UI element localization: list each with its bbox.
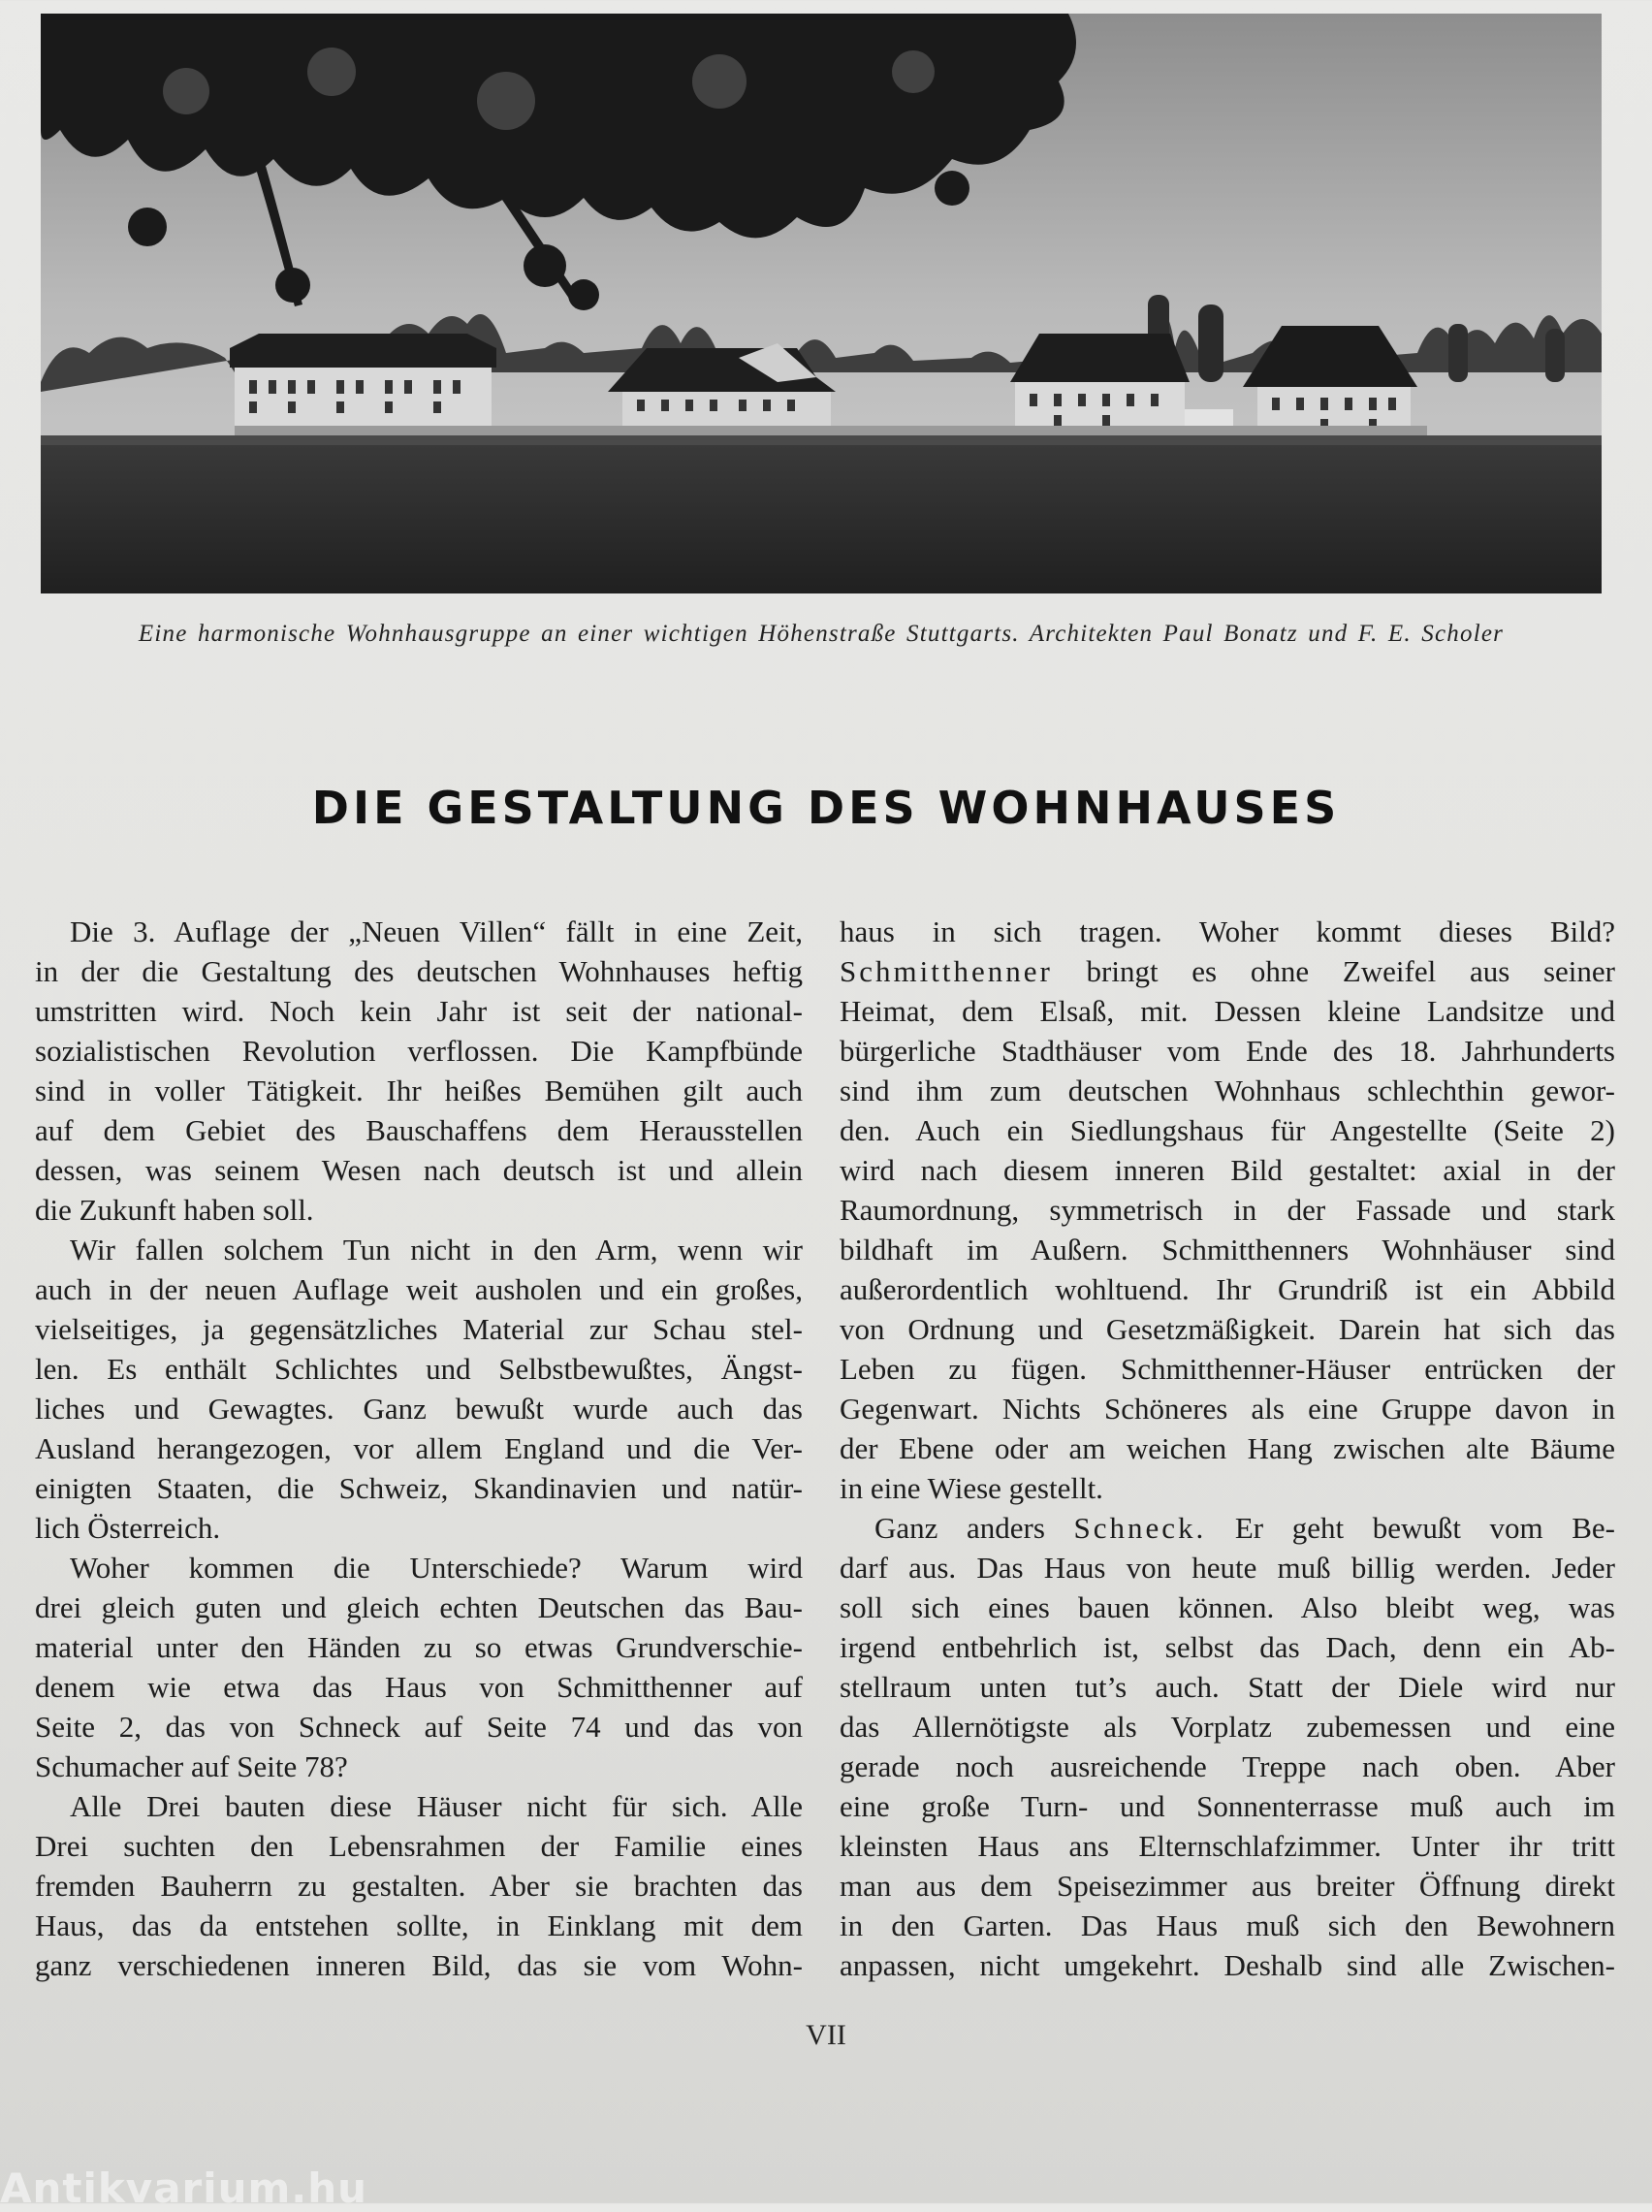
garden-wall [235,426,1427,435]
text-line: Die 3. Auflage der „Neuen Villen“ fällt in eine Zeit, [70,914,803,948]
text-line: umstritten wird. Noch kein Jahr ist seit der national- [35,994,803,1028]
text-line: dessen, was seinem Wesen nach deutsch ist und allein [35,1153,803,1187]
text-line: auf dem Gebiet des Bauschaffens dem Herausstellen [35,1113,803,1147]
text-line: irgend entbehrlich ist, selbst das Dach, denn ein Ab- [840,1630,1615,1664]
poplar [1545,329,1565,382]
text-line: Woher kommen die Unterschiede? Warum wird [70,1551,803,1585]
text-line: fremden Bauherrn zu gestalten. Aber sie brachten das [35,1869,803,1903]
text-line: soll sich eines bauen können. Also bleibt weg, was [840,1590,1615,1624]
text-line: Heimat, dem Elsaß, mit. Dessen kleine Landsitze und [840,994,1615,1028]
text-line: anpassen, nicht umgekehrt. Deshalb sind alle Zwischen- [840,1948,1615,1982]
text-line: vielseitiges, ja gegensätzliches Material zur Schau stel- [35,1312,803,1346]
text-line: denem wie etwa das Haus von Schmitthenner auf [35,1670,803,1704]
text-line: Wir fallen solchem Tun nicht in den Arm, wenn wir [70,1233,803,1266]
landscape-illustration [41,14,1602,593]
text-line: Raumordnung, symmetrisch in der Fassade und stark [840,1193,1615,1227]
poplar [1448,324,1468,382]
text-line: auch in der neuen Auflage weit ausholen und ein großes, [35,1272,803,1306]
text-line: material unter den Händen zu so etwas Grundverschie- [35,1630,803,1664]
text-line: die Zukunft haben soll. [35,1193,314,1227]
text-line: der Ebene oder am weichen Hang zwischen alte Bäume [840,1431,1615,1465]
text-line: stellraum unten tut’s auch. Statt der Diele wird nur [840,1670,1615,1704]
text-line: Haus, das da entstehen sollte, in Einklang mit dem [35,1908,803,1942]
paragraph-5 [840,912,1615,1508]
text-line: len. Es enthält Schlichtes und Selbstbewußtes, Ängst- [35,1352,803,1386]
photo-caption: Eine harmonische Wohnhausgruppe an einer wichtigen Höhenstraße Stuttgarts. Architekten Paul Bonatz und F. E. Scholer [138,621,1505,647]
text-line: in den Garten. Das Haus muß sich den Bewohnern [840,1908,1615,1942]
paragraph-3 [35,1548,803,1786]
watermark: Antikvarium.hu [0,2164,368,2212]
text-line: Schumacher auf Seite 78? [35,1749,348,1783]
left-column [35,912,803,1985]
article-title: DIE GESTALTUNG DES WOHNHAUSES [311,782,1341,834]
text-line: kleinsten Haus ans Elternschlafzimmer. Unter ihr tritt [840,1829,1615,1863]
name-schneck: Schneck. [1073,1511,1207,1545]
text-line: in der die Gestaltung des deutschen Wohnhauses heftig [35,954,803,988]
name-schmitthenner: Schmitthenner [840,954,1053,988]
text-line: sozialistischen Revolution verflossen. Die Kampfbünde [35,1034,803,1068]
house-center [608,343,836,429]
text-line: Alle Drei bauten diese Häuser nicht für sich. Alle [70,1789,803,1823]
page-number: VII [806,2019,846,2051]
house-left [230,334,496,426]
text-line: wird nach diesem inneren Bild gestaltet: axial in der [840,1153,1615,1187]
paragraph-1 [35,912,803,1230]
housing-group-photo [41,14,1602,593]
meadow [41,440,1602,593]
text-line: in eine Wiese gestellt. [840,1471,1103,1505]
text-line: ganz verschiedenen inneren Bild, das sie vom Wohn- [35,1948,803,1982]
text-line: Seite 2, das von Schneck auf Seite 74 und das von [35,1710,803,1744]
text-line [840,951,1615,991]
text-line: den. Auch ein Siedlungshaus für Angestellte (Seite 2) [840,1113,1615,1147]
text-line [840,1508,1615,1548]
text-fragment: Er geht bewußt vom Be- [1234,1511,1616,1545]
text-line: bürgerliche Stadthäuser vom Ende des 18. Jahrhunderts [840,1034,1615,1068]
text-line: haus in sich tragen. Woher kommt dieses Bild? [840,914,1615,948]
text-line: lich Österreich. [35,1511,221,1545]
paragraph-4 [35,1786,803,1985]
paragraph-6 [840,1508,1615,1985]
text-line: sind ihm zum deutschen Wohnhaus schlechthin gewor- [840,1074,1615,1107]
text-line: darf aus. Das Haus von heute muß billig werden. Jeder [840,1551,1615,1585]
right-column [840,912,1615,1985]
text-line: das Allernötigste als Vorplatz zubemessen und eine [840,1710,1615,1744]
text-line: bildhaft im Außern. Schmitthenners Wohnhäuser sind [840,1233,1615,1266]
text-line: sind in voller Tätigkeit. Ihr heißes Bemühen gilt auch [35,1074,803,1107]
text-line: Leben zu fügen. Schmitthenner-Häuser entrücken der [840,1352,1615,1386]
text-line: gerade noch ausreichende Treppe nach oben. Aber [840,1749,1615,1783]
text-fragment: bringt es ohne Zweifel aus seiner [1086,954,1616,988]
text-line: Ausland herangezogen, vor allem England und die Ver- [35,1431,803,1465]
text-line: man aus dem Speisezimmer aus breiter Öffnung direkt [840,1869,1615,1903]
text-line: drei gleich guten und gleich echten Deutschen das Bau- [35,1590,803,1624]
text-line: einigten Staaten, die Schweiz, Skandinavien und natür- [35,1471,803,1505]
text-line: liches und Gewagtes. Ganz bewußt wurde auch das [35,1392,803,1426]
paragraph-2 [35,1230,803,1548]
text-line: außerordentlich wohltuend. Ihr Grundriß ist ein Abbild [840,1272,1615,1306]
text-line: von Ordnung und Gesetzmäßigkeit. Darein hat sich das [840,1312,1615,1346]
text-line: Gegenwart. Nichts Schöneres als eine Gruppe davon in [840,1392,1615,1426]
text-fragment: Ganz anders [874,1511,1045,1545]
text-line: eine große Turn- und Sonnenterrasse muß auch im [840,1789,1615,1823]
text-line: Drei suchten den Lebensrahmen der Familie eines [35,1829,803,1863]
poplar [1198,305,1223,382]
